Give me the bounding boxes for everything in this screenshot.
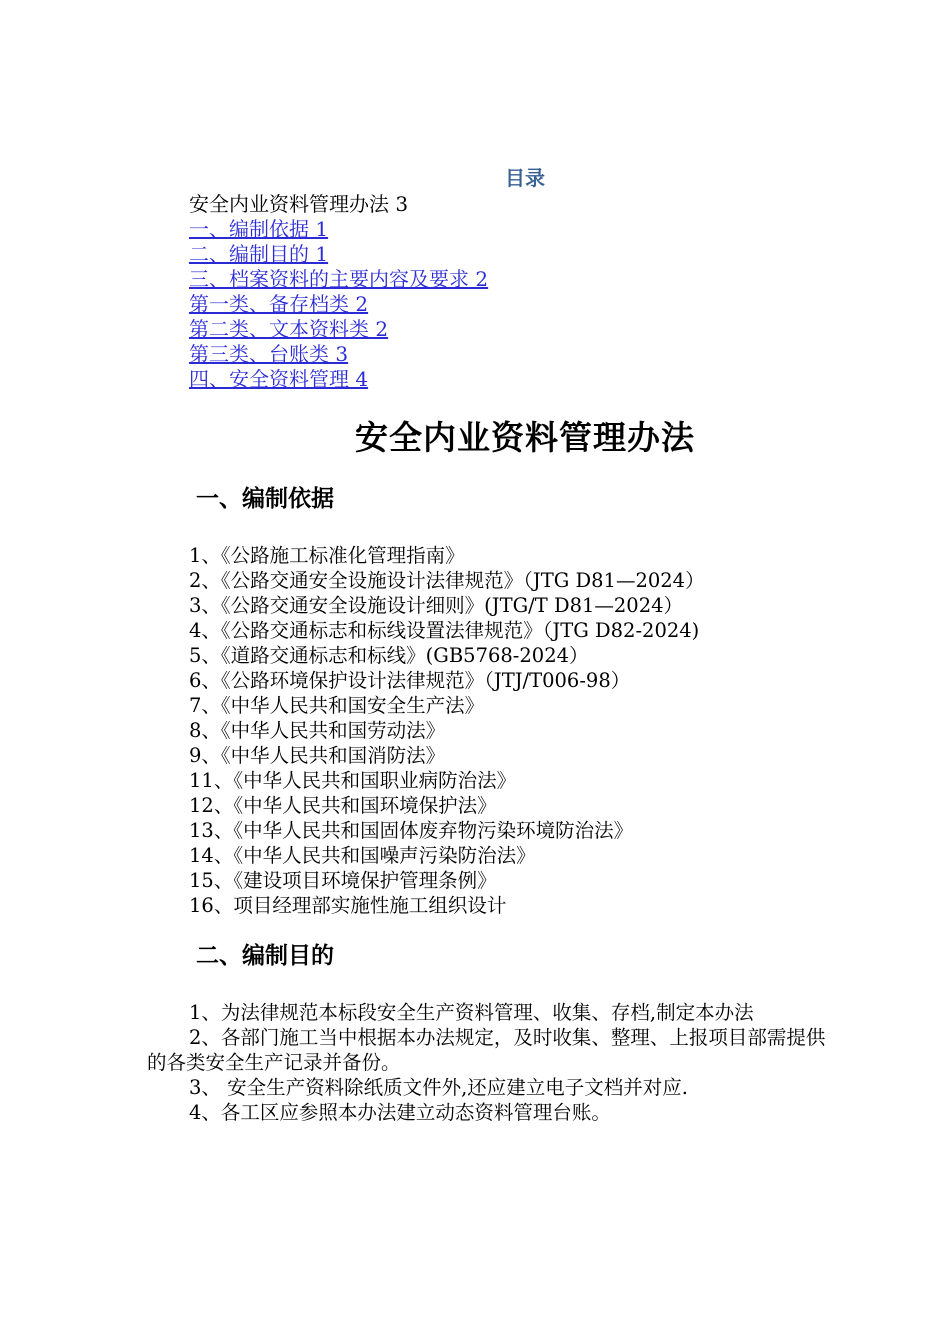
toc-entry [189, 192, 488, 217]
toc-entry[interactable] [189, 267, 488, 292]
toc-title: 目录 [505, 166, 545, 190]
toc-entry[interactable] [189, 342, 488, 367]
paragraph: 2、各部门施工当中根据本办法规定，及时收集、整理、上报项目部需提供的各类安全生产记录并备份。 [147, 1026, 826, 1074]
document-title: 安全内业资料管理办法 [355, 418, 695, 457]
list-item: 4、《公路交通标志和标线设置法律规范》（JTG D82-2024) [189, 619, 700, 642]
list-item: 12、《中华人民共和国环境保护法》 [189, 794, 497, 817]
paragraph: 1、为法律规范本标段安全生产资料管理、收集、存档,制定本办法 [189, 1001, 754, 1024]
toc-link-contents[interactable]: 三、档案资料的主要内容及要求 2 [189, 267, 489, 291]
table-of-contents [189, 192, 488, 392]
toc-entry[interactable] [189, 292, 488, 317]
paragraph: 4、各工区应参照本办法建立动态资料管理台账。 [189, 1101, 611, 1124]
toc-link-category-2[interactable]: 第二类、文本资料类 2 [189, 317, 389, 341]
list-item: 15、《建设项目环境保护管理条例》 [189, 869, 497, 892]
list-item: 7、《中华人民共和国安全生产法》 [189, 694, 485, 717]
list-item: 5、《道路交通标志和标线》(GB5768-2024） [189, 644, 589, 667]
toc-link-category-1[interactable]: 第一类、备存档类 2 [189, 292, 369, 316]
list-item: 3、《公路交通安全设施设计细则》(JTG/T D81—2024） [189, 594, 684, 617]
list-item: 14、《中华人民共和国噪声污染防治法》 [189, 844, 536, 867]
toc-link-management[interactable]: 四、安全资料管理 4 [189, 367, 369, 391]
list-item: 9、《中华人民共和国消防法》 [189, 744, 446, 767]
list-item: 2、《公路交通安全设施设计法律规范》（JTG D81—2024） [189, 569, 705, 592]
list-item: 16、项目经理部实施性施工组织设计 [189, 894, 507, 917]
toc-entry[interactable] [189, 367, 488, 392]
list-item: 11、《中华人民共和国职业病防治法》 [189, 769, 517, 792]
list-item: 1、《公路施工标准化管理指南》 [189, 544, 465, 567]
section-heading-purpose: 二、编制目的 [196, 943, 334, 969]
basis-list [189, 543, 705, 918]
toc-entry[interactable] [189, 317, 488, 342]
purpose-paragraphs [147, 1000, 837, 1125]
toc-link-basis[interactable]: 一、编制依据 1 [189, 217, 329, 241]
section-heading-basis: 一、编制依据 [196, 486, 334, 512]
toc-entry[interactable] [189, 217, 488, 242]
paragraph: 3、 安全生产资料除纸质文件外,还应建立电子文档并对应. [189, 1076, 689, 1099]
list-item: 13、《中华人民共和国固体废弃物污染环境防治法》 [189, 819, 634, 842]
list-item: 6、《公路环境保护设计法律规范》（JTJ/T006-98） [189, 669, 631, 692]
toc-entry[interactable] [189, 242, 488, 267]
list-item: 8、《中华人民共和国劳动法》 [189, 719, 446, 742]
toc-entry-text: 安全内业资料管理办法 3 [189, 192, 409, 216]
toc-link-category-3[interactable]: 第三类、台账类 3 [189, 342, 349, 366]
toc-link-purpose[interactable]: 二、编制目的 1 [189, 242, 329, 266]
